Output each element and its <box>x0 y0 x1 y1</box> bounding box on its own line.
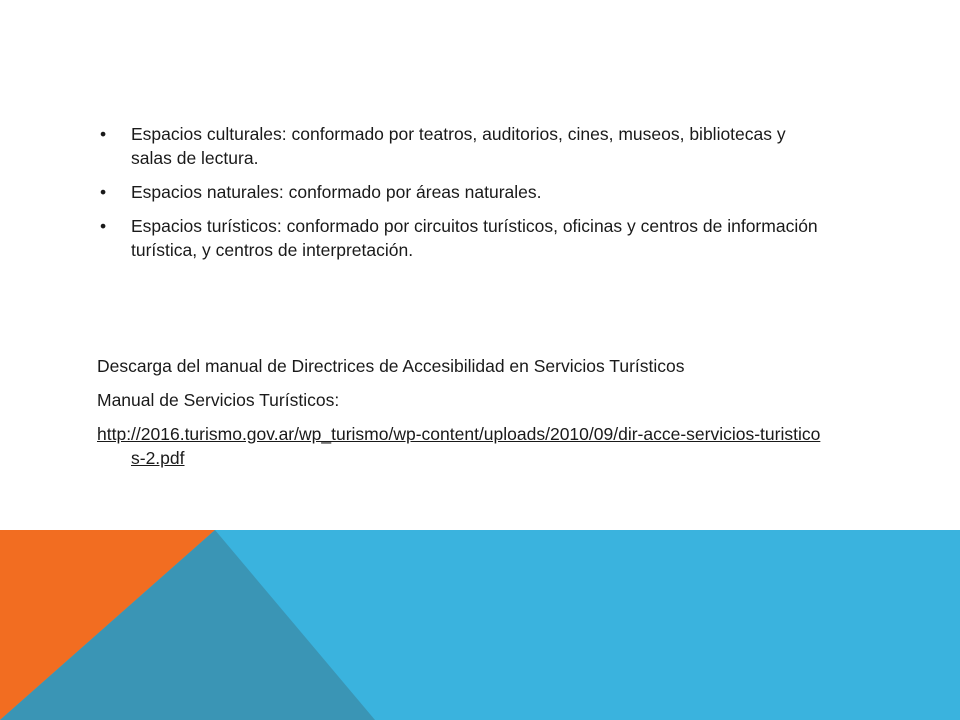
manual-link[interactable]: http://2016.turismo.gov.ar/wp_turismo/wp-content/uploads/2010/09/dir-acce-servicios-turisticos-2.pdf <box>97 424 821 468</box>
download-section <box>97 354 827 470</box>
bullet-item <box>97 180 827 204</box>
footer-graphic <box>0 530 960 720</box>
download-text: Descarga del manual de Directrices de Accesibilidad en Servicios Turísticos <box>97 356 685 376</box>
bullet-item <box>97 122 827 170</box>
bullet-item <box>97 214 827 262</box>
bullet-text: Espacios naturales: conformado por áreas naturales. <box>131 182 542 202</box>
bullet-dot: • <box>100 124 107 144</box>
manual-label: Manual de Servicios Turísticos: <box>97 390 340 410</box>
bullet-text: Espacios turísticos: conformado por circuitos turísticos, oficinas y centros de información turística, y centros de interpretación. <box>131 216 818 260</box>
bullet-text: Espacios culturales: conformado por teatros, auditorios, cines, museos, bibliotecas y salas de lectura. <box>131 124 786 168</box>
bullet-dot: • <box>100 216 107 236</box>
bullet-list <box>97 122 827 272</box>
bullet-dot: • <box>100 182 107 202</box>
